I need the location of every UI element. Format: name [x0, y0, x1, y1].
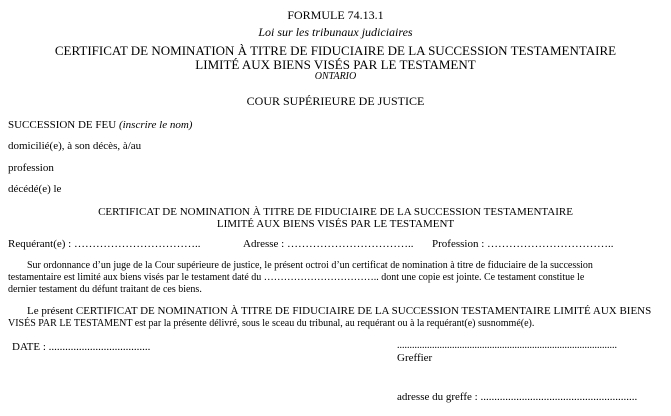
- succession-hint: (inscrire le nom): [118, 119, 193, 131]
- requerant-field: Requérant(e) : ……………………………..: [8, 238, 201, 250]
- adresse-field: Adresse : ……………………………..: [243, 238, 414, 250]
- law-title: Loi sur les tribunaux judiciaires: [258, 25, 413, 39]
- certificate-title-line2: LIMITÉ AUX BIENS VISÉS PAR LE TESTAMENT: [216, 218, 455, 230]
- profession-field: Profession : ……………………………..: [432, 238, 614, 250]
- deces-label: décédé(e) le: [8, 183, 62, 195]
- form-number: FORMULE 74.13.1: [287, 8, 384, 22]
- succession-field: [8, 119, 192, 131]
- court-name: COUR SUPÉRIEURE DE JUSTICE: [246, 94, 425, 108]
- paragraph-1-line-1: Sur ordonnance d’un juge de la Cour supérieure de justice, le présent octroi d’un certificat de nomination à titre de fiduciaire de la succession: [27, 260, 593, 271]
- document-title-line1: CERTIFICAT DE NOMINATION À TITRE DE FIDUCIAIRE DE LA SUCCESSION TESTAMENTAIRE: [54, 43, 617, 58]
- date-field: DATE : .....................................: [12, 341, 151, 353]
- greffier-label: Greffier: [397, 352, 433, 364]
- paragraph-2-line-2: VISÉS PAR LE TESTAMENT est par la présente délivré, sous le sceau du tribunal, au requérant ou à la requérant(e) susnommé(e).: [8, 318, 535, 329]
- domicile-label: domicilié(e), à son décès, à/au: [8, 140, 142, 152]
- document-title-line2: LIMITÉ AUX BIENS VISÉS PAR LE TESTAMENT: [195, 57, 476, 72]
- paragraph-2-line-1: Le présent CERTIFICAT DE NOMINATION À TITRE DE FIDUCIAIRE DE LA SUCCESSION TESTAMENTAIRE LIMITÉ AUX BIENS: [27, 305, 652, 317]
- signature-line: ........................................................................................: [397, 340, 617, 351]
- province: ONTARIO: [314, 71, 357, 82]
- paragraph-1-line-3: dernier testament du défunt traitant de ces biens.: [8, 284, 202, 295]
- succession-label: SUCCESSION DE FEU: [8, 119, 117, 131]
- profession-label: profession: [8, 162, 54, 174]
- adresse-greffe-field: adresse du greffe : .........................................................: [397, 391, 638, 403]
- certificate-title-line1: CERTIFICAT DE NOMINATION À TITRE DE FIDUCIAIRE DE LA SUCCESSION TESTAMENTAIRE: [98, 206, 573, 218]
- paragraph-1-line-2: testamentaire est limité aux biens visés par le testament daté du …………………………….. dont une copie est jointe. Ce testament constitue le: [8, 272, 585, 283]
